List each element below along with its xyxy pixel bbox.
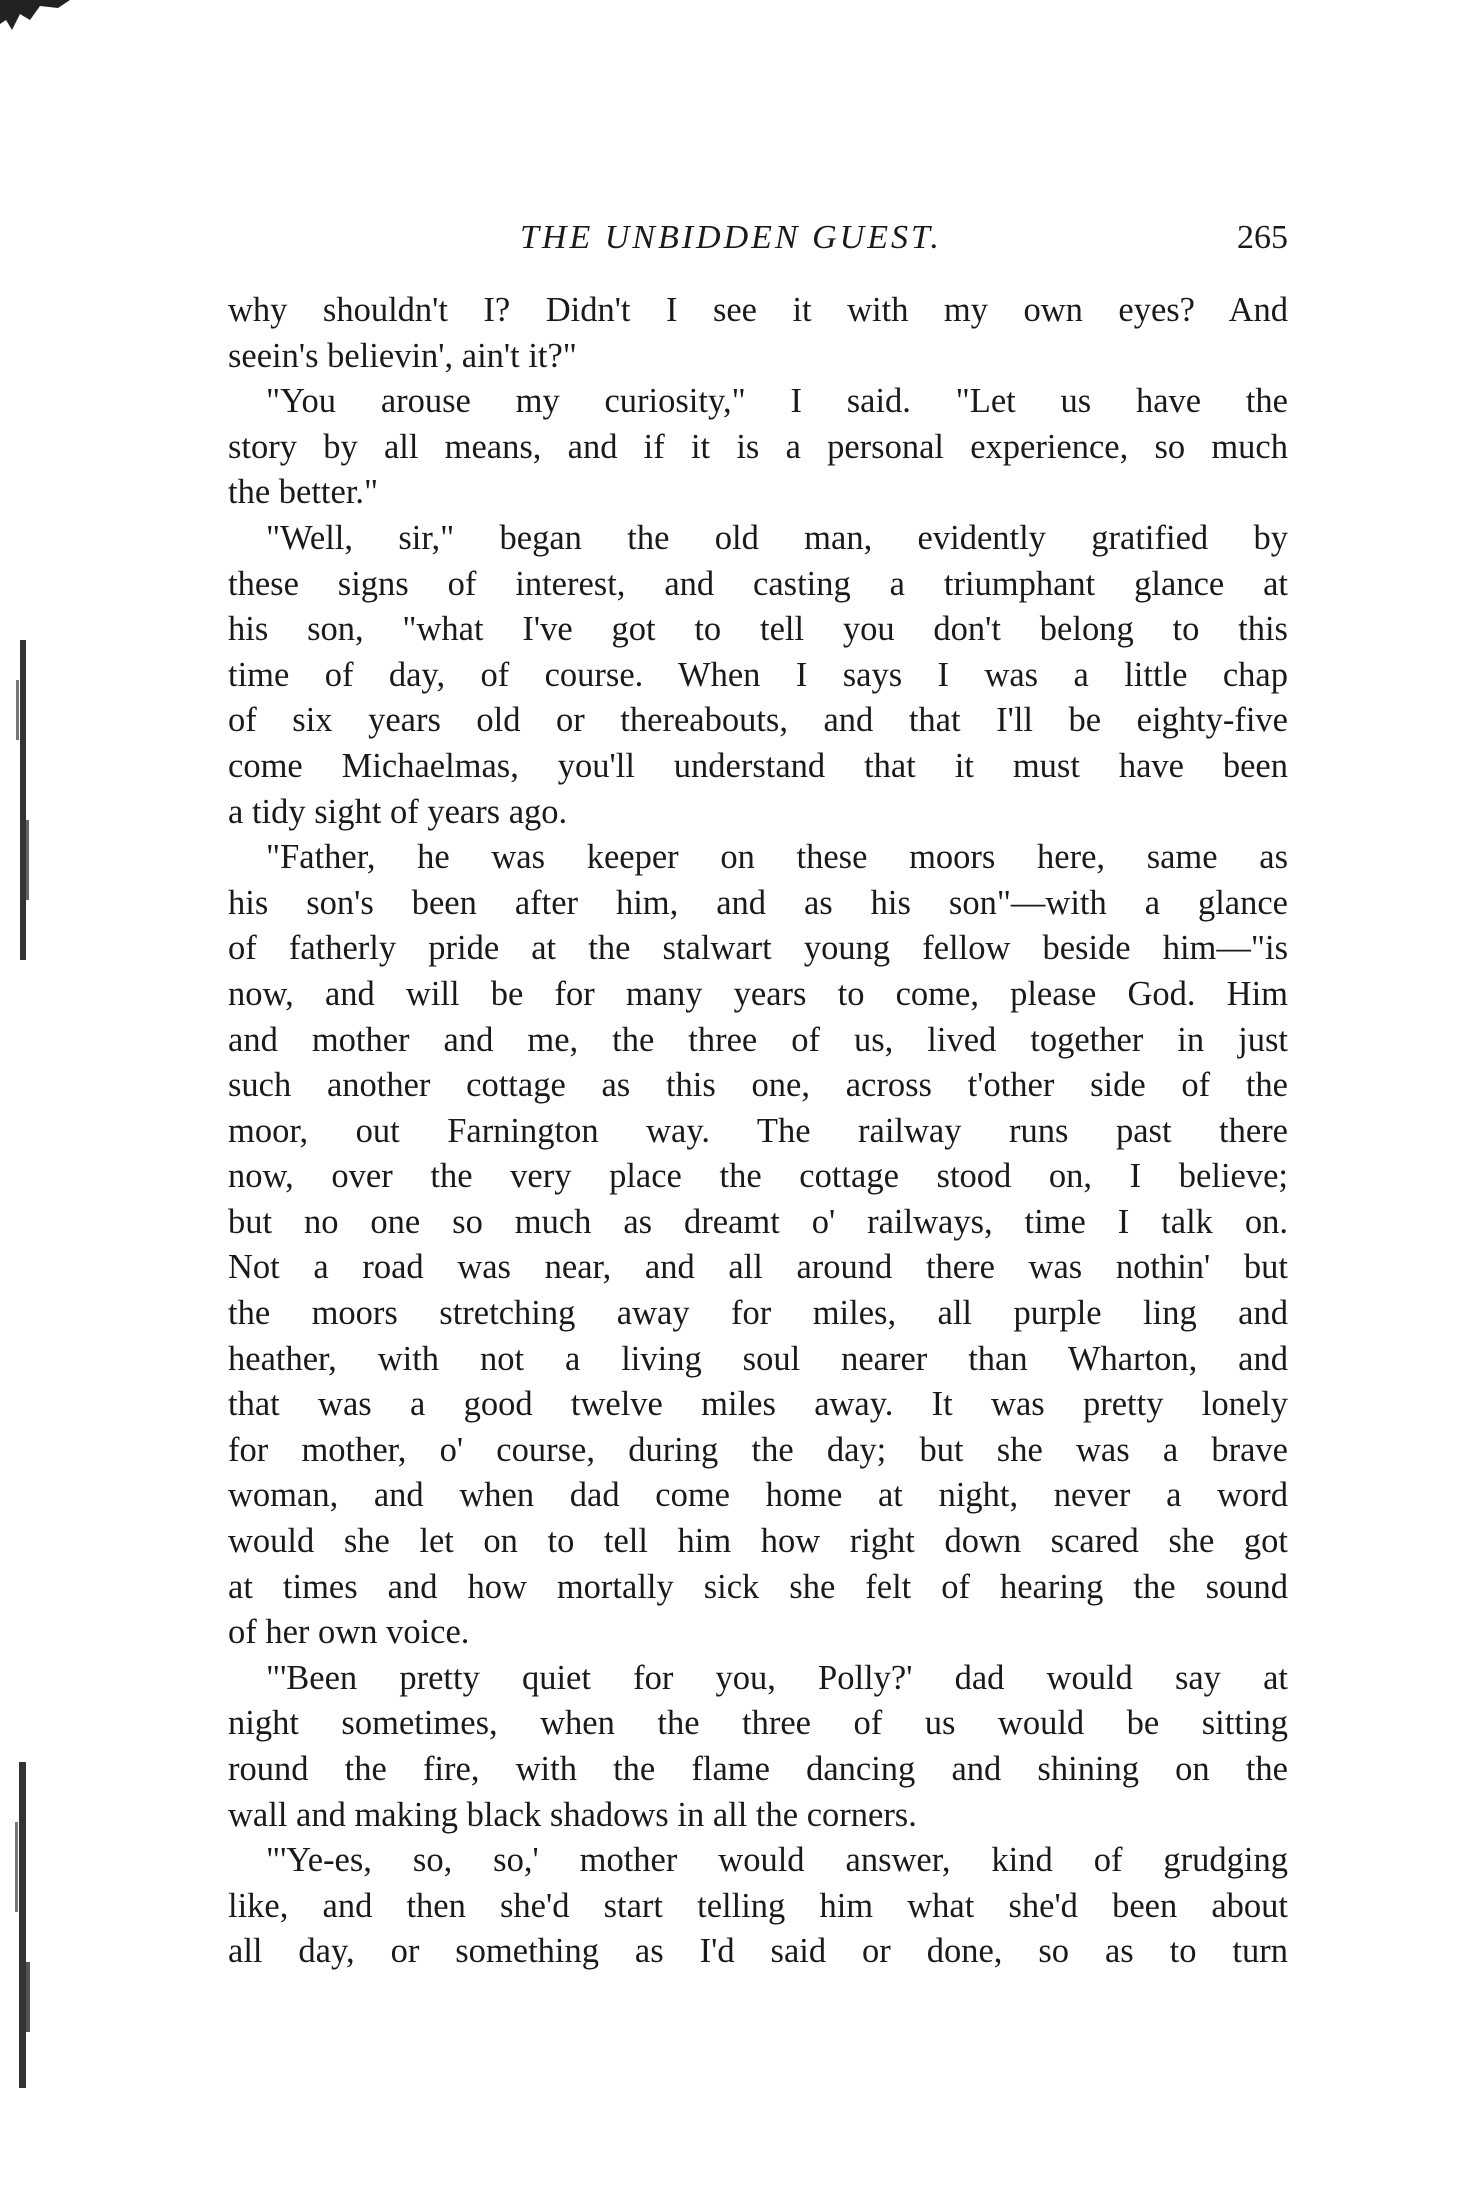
text-line: a tidy sight of years ago. [228,792,568,831]
text-line: for mother, o' course, during the day; but she was a brave [228,1430,1288,1469]
text-line: at times and how mortally sick she felt of hearing the sound [228,1567,1288,1606]
text-line: round the fire, with the flame dancing and shining on the [228,1750,1288,1788]
text-line: heather, with not a living soul nearer than Wharton, and [228,1339,1288,1378]
text-line: his son's been after him, and as his son"—with a glance [228,883,1288,922]
text-line: but no one so much as dreamt o' railways, time I talk on. [228,1202,1288,1241]
text-line: Not a road was near, and all around there was nothin' but [228,1248,1288,1287]
text-line: wall and making black shadows in all the corners. [228,1795,917,1834]
text-line: his son, "what I've got to tell you don't belong to this [228,610,1288,649]
text-line: time of day, of course. When I says I was a little chap [228,655,1288,694]
running-head [228,210,1288,266]
text-line: that was a good twelve miles away. It was pretty lonely [228,1385,1288,1424]
text-line: seein's believin', ain't it?" [228,336,577,375]
text-line: "'Ye-es, so, so,' mother would answer, kind of grudging [266,1841,1288,1880]
scan-corner-blot [0,0,90,55]
text-line: "'Been pretty quiet for you, Polly?' dad would say at [266,1658,1288,1697]
text-line: of six years old or thereabouts, and that I'll be eighty-five [228,701,1288,740]
text-line: now, over the very place the cottage stood on, I believe; [228,1157,1288,1196]
text-line: "Well, sir," began the old man, evidently gratified by [266,518,1288,557]
text-line: the moors stretching away for miles, all purple ling and [228,1294,1288,1333]
text-line: and mother and me, the three of us, lived together in just [228,1020,1288,1059]
text-line: now, and will be for many years to come, please God. Him [228,974,1288,1013]
text-line: these signs of interest, and casting a triumphant glance at [228,564,1288,603]
body-text [228,288,1288,1975]
text-line: all day, or something as I'd said or done, so as to turn [228,1932,1288,1971]
running-title: THE UNBIDDEN GUEST. [520,219,942,256]
scan-margin-shadow-upper [14,640,32,960]
text-line: of fatherly pride at the stalwart young fellow beside him—"is [228,929,1288,968]
scan-margin-shadow-lower [14,1762,32,2088]
text-line: of her own voice. [228,1613,470,1652]
text-line: like, and then she'd start telling him what she'd been about [228,1886,1288,1925]
text-line: "Father, he was keeper on these moors here, same as [266,838,1288,877]
text-line: come Michaelmas, you'll understand that it must have been [228,746,1288,785]
text-line: the better." [228,473,379,512]
text-line: night sometimes, when the three of us would be sitting [228,1704,1288,1743]
page-number: 265 [1237,219,1288,256]
text-line: story by all means, and if it is a personal experience, so much [228,427,1288,466]
text-line: woman, and when dad come home at night, never a word [228,1476,1288,1515]
text-line: why shouldn't I? Didn't I see it with my own eyes? And [228,291,1288,329]
text-line: "You arouse my curiosity," I said. "Let us have the [266,382,1288,421]
text-line: such another cottage as this one, across t'other side of the [228,1066,1288,1105]
text-line: would she let on to tell him how right down scared she got [228,1522,1288,1561]
text-line: moor, out Farnington way. The railway runs past there [228,1111,1288,1150]
